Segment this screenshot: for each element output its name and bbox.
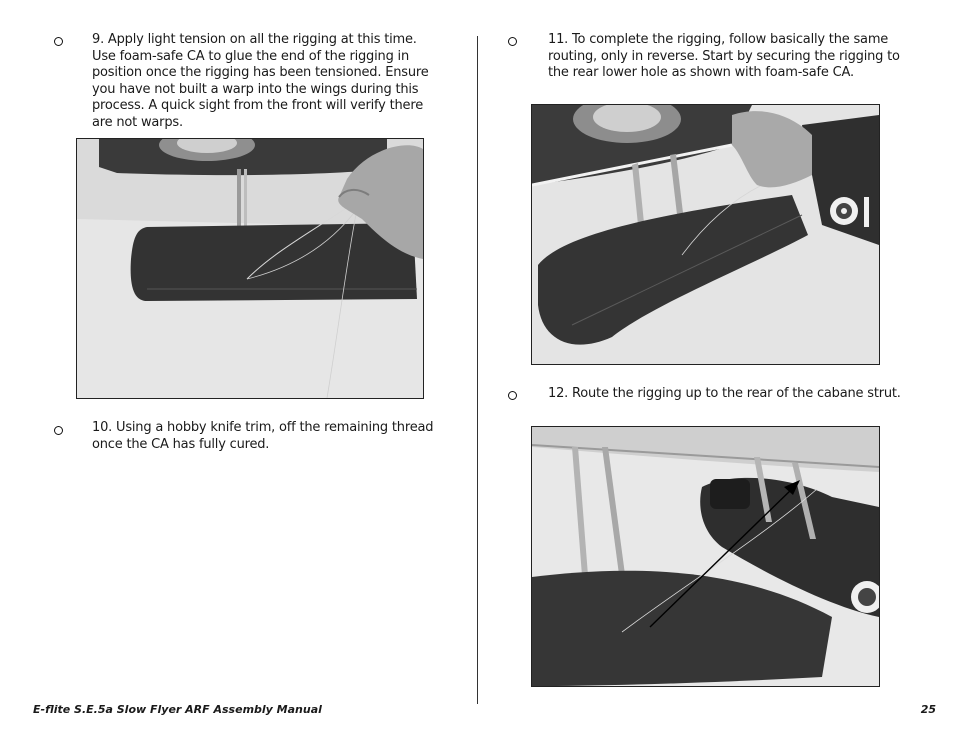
step-11-text: 11. To complete the rigging, follow basically the same routing, only in reverse. Start by securing the rigging to the rear lower hole as shown with foam-safe CA.: [548, 32, 900, 81]
step-11-photo: [531, 104, 880, 365]
step-9-checkbox-icon: [54, 37, 63, 46]
step-9-text: 9. Apply light tension on all the rigging at this time. Use foam-safe CA to glue the end of the rigging in position once the rigging has been tensioned. Ensure you have not built a warp into the wings during this process. A quick sight from the front will verify there are not warps.: [92, 32, 429, 130]
step-12-text: 12. Route the rigging up to the rear of the cabane strut.: [548, 386, 901, 401]
column-divider: [477, 36, 478, 704]
step-10-text: 10. Using a hobby knife trim, off the remaining thread once the CA has fully cured.: [92, 420, 434, 452]
page-number: 25: [920, 703, 936, 716]
rear-lower-hole-photo: [532, 105, 879, 364]
step-12-checkbox-icon: [508, 391, 517, 400]
step-9-photo: [76, 138, 424, 399]
manual-title: E-flite S.E.5a Slow Flyer ARF Assembly Manual: [33, 703, 322, 716]
step-11-checkbox-icon: [508, 37, 517, 46]
cabane-strut-photo: [532, 427, 879, 686]
step-10-checkbox-icon: [54, 426, 63, 435]
rigging-wing-photo: [77, 139, 423, 398]
step-12-photo: [531, 426, 880, 687]
